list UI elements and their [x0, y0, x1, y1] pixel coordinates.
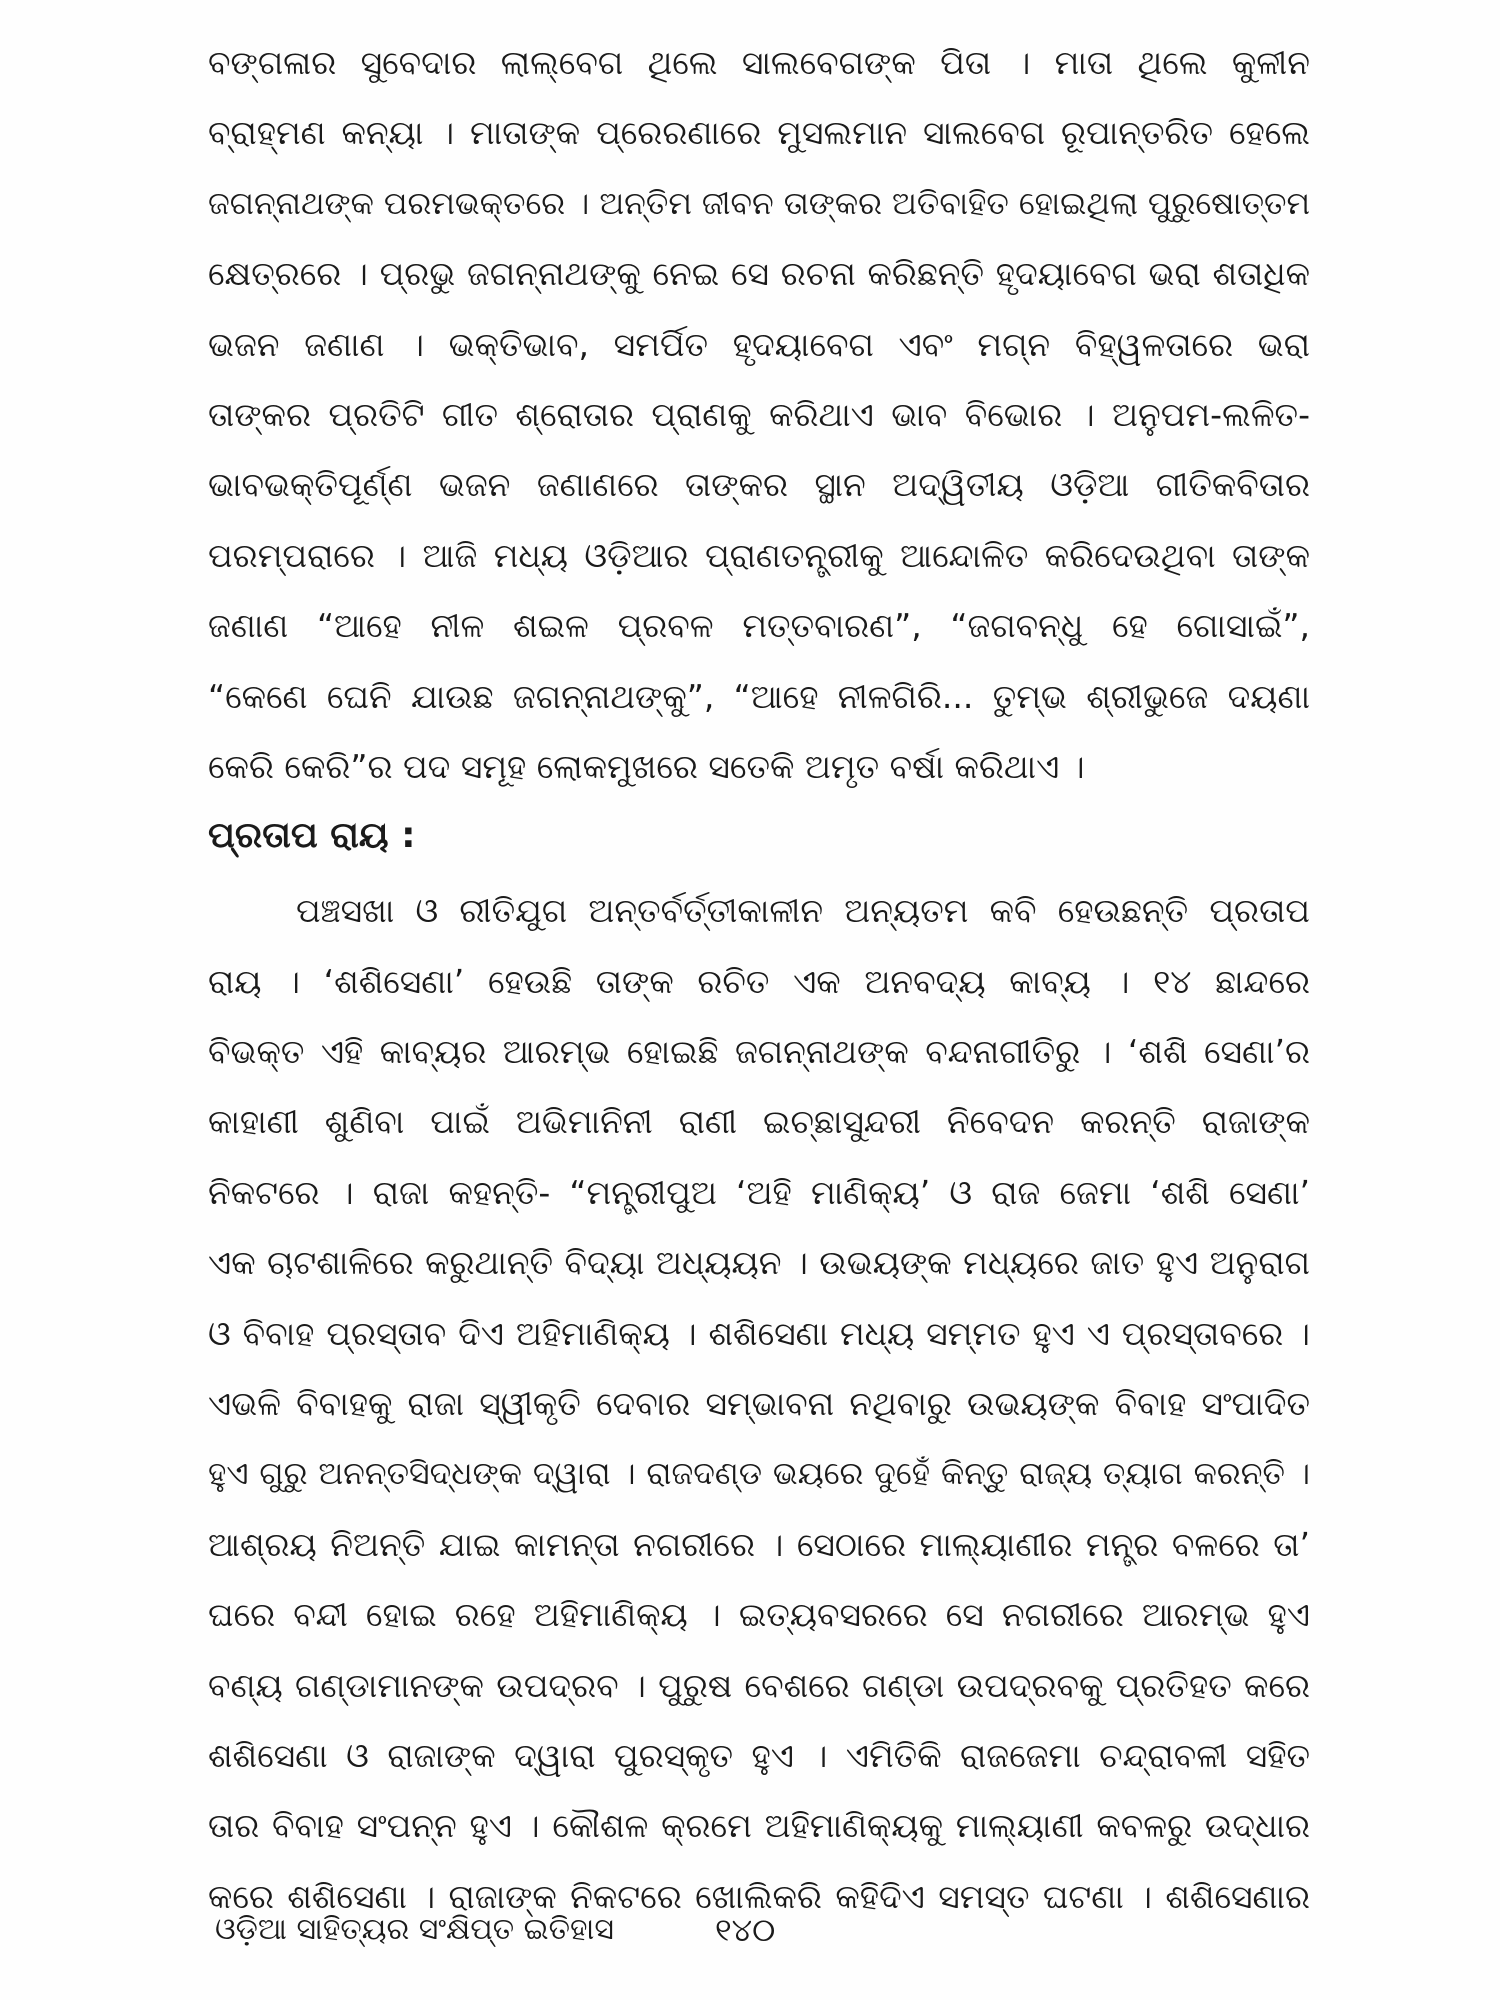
paragraph-2-line: ତାର ବିବାହ ସଂପନ୍ନ ହୁଏ । କୌଶଳ କ୍ରମେ ଅହିମାଣିକ୍ୟକୁ ମାଲ୍ୟାଣୀ କବଳରୁ ଉଦ୍ଧାର: [208, 1806, 1310, 1846]
paragraph-1-line: ବ୍ରାହ୍ମଣ କନ୍ୟା । ମାତାଙ୍କ ପ୍ରେରଣାରେ ମୁସଲମାନ ସାଲବେଗ ରୂପାନ୍ତରିତ ହେଲେ: [208, 113, 1310, 153]
paragraph-2-line: ନିକଟରେ । ରାଜା କହନ୍ତି- “ମନ୍ତ୍ରୀପୁଅ ‘ଅହି ମାଣିକ୍ୟ’ ଓ ରାଜ ଜେମା ‘ଶଶି ସେଣା’: [208, 1172, 1310, 1212]
paragraph-1-line: ଭାବଭକ୍ତିପୂର୍ଣ୍ଣ ଭଜନ ଜଣାଣରେ ତାଙ୍କର ସ୍ଥାନ ଅଦ୍ୱିତୀୟ ଓଡ଼ିଆ ଗୀତିକବିତାର: [208, 465, 1310, 505]
paragraph-1-line: କ୍ଷେତ୍ରରେ । ପ୍ରଭୁ ଜଗନ୍ନାଥଙ୍କୁ ନେଇ ସେ ରଚନା କରିଛନ୍ତି ହୃଦୟାବେଗ ଭରା ଶତାଧିକ: [208, 254, 1310, 294]
paragraph-1-line: “କେଣେ ଘେନି ଯାଉଛ ଜଗନ୍ନାଥଙ୍କୁ”, “ଆହେ ନୀଳଗିରି... ତୁମ୍ଭ ଶ୍ରୀଭୁଜେ ଦୟଣା: [208, 676, 1310, 716]
paragraph-2-line: ରାୟ । ‘ଶଶିସେଣା’ ହେଉଛି ତାଙ୍କ ରଚିତ ଏକ ଅନବଦ୍ୟ କାବ୍ୟ । ୧୪ ଛାନ୍ଦରେ: [208, 961, 1310, 1001]
paragraph-2-line: କାହାଣୀ ଶୁଣିବା ପାଇଁ ଅଭିମାନିନୀ ରାଣୀ ଇଚ୍ଛାସୁନ୍ଦରୀ ନିବେଦନ କରନ୍ତି ରାଜାଙ୍କ: [208, 1102, 1310, 1142]
paragraph-2-line: ଘରେ ବନ୍ଦୀ ହୋଇ ରହେ ଅହିମାଣିକ୍ୟ । ଇତ୍ୟବସରରେ ସେ ନଗରୀରେ ଆରମ୍ଭ ହୁଏ: [208, 1595, 1310, 1635]
page-number: ୧୪୦: [715, 1911, 776, 1949]
paragraph-1-line: କେରି କେରି”ର ପଦ ସମୂହ ଲୋକମୁଖରେ ସତେକି ଅମୃତ ବର୍ଷା କରିଥାଏ ।: [208, 746, 1085, 786]
paragraph-1-line: ଭଜନ ଜଣାଣ । ଭକ୍ତିଭାବ, ସମର୍ପିତ ହୃଦୟାବେଗ ଏବଂ ମଗ୍ନ ବିହ୍ୱଳତାରେ ଭରା: [208, 324, 1310, 364]
paragraph-2-line: ଏଭଳି ବିବାହକୁ ରାଜା ସ୍ୱୀକୃତି ଦେବାର ସମ୍ଭାବନା ନଥିବାରୁ ଉଭୟଙ୍କ ବିବାହ ସଂପାଦିତ: [208, 1384, 1310, 1424]
paragraph-1-line: ତାଙ୍କର ପ୍ରତିଟି ଗୀତ ଶ୍ରୋତାର ପ୍ରାଣକୁ କରିଥାଏ ଭାବ ବିଭୋର । ଅନୁପମ-ଲଳିତ-: [208, 394, 1310, 434]
paragraph-2-line: ହୁଏ ଗୁରୁ ଅନନ୍ତସିଦ୍ଧଙ୍କ ଦ୍ୱାରା । ରାଜଦଣ୍ଡ ଭୟରେ ଦୁହେଁ କିନ୍ତୁ ରାଜ୍ୟ ତ୍ୟାଗ କରନ୍ତି ।: [208, 1456, 1310, 1493]
section-heading: ପ୍ରତାପ ରାୟ :: [208, 815, 416, 857]
paragraph-2-line: ଓ ବିବାହ ପ୍ରସ୍ତାବ ଦିଏ ଅହିମାଣିକ୍ୟ । ଶଶିସେଣା ମଧ୍ୟ ସମ୍ମତ ହୁଏ ଏ ପ୍ରସ୍ତାବରେ ।: [208, 1313, 1310, 1353]
paragraph-2-line: ଶଶିସେଣା ଓ ରାଜାଙ୍କ ଦ୍ୱାରା ପୁରସ୍କୃତ ହୁଏ । ଏମିତିକି ରାଜଜେମା ଚନ୍ଦ୍ରାବଳୀ ସହିତ: [208, 1735, 1310, 1775]
paragraph-2-line: ପଞ୍ଚସଖା ଓ ରୀତିଯୁଗ ଅନ୍ତର୍ବର୍ତ୍ତୀକାଳୀନ ଅନ୍ୟତମ କବି ହେଉଛନ୍ତି ପ୍ରତାପ: [296, 891, 1310, 931]
paragraph-1-line: ଜଣାଣ “ଆହେ ନୀଳ ଶଇଳ ପ୍ରବଳ ମତ୍ତବାରଣ”, “ଜଗବନ୍ଧୁ ହେ ଗୋସାଇଁ”,: [208, 606, 1310, 646]
paragraph-2-line: ଆଶ୍ରୟ ନିଅନ୍ତି ଯାଇ କାମନ୍ତା ନଗରୀରେ । ସେଠାରେ ମାଲ୍ୟାଣୀର ମନ୍ତ୍ର ବଳରେ ତା’: [208, 1524, 1310, 1564]
paragraph-2-line: ବିଭକ୍ତ ଏହି କାବ୍ୟର ଆରମ୍ଭ ହୋଇଛି ଜଗନ୍ନାଥଙ୍କ ବନ୍ଦନାଗୀତିରୁ । ‘ଶଶି ସେଣା’ର: [208, 1032, 1310, 1072]
paragraph-2-line: ଏକ ଚାଟଶାଳିରେ କରୁଥାନ୍ତି ବିଦ୍ୟା ଅଧ୍ୟୟନ । ଉଭୟଙ୍କ ମଧ୍ୟରେ ଜାତ ହୁଏ ଅନୁରାଗ: [208, 1243, 1310, 1283]
body-text: [208, 28, 1310, 1932]
book-title: ଓଡ଼ିଆ ସାହିତ୍ୟର ସଂକ୍ଷିପ୍ତ ଇତିହାସ: [215, 1912, 614, 1947]
page-footer: [215, 1902, 1115, 1962]
paragraph-1-line: ବଙ୍ଗଳାର ସୁବେଦାର ଲାଲ୍‌ବେଗ ଥିଲେ ସାଲବେଗଙ୍କ ପିତା । ମାତା ଥିଲେ କୁଳୀନ: [208, 43, 1310, 82]
paragraph-2-line: ବଣ୍ୟ ଗଣ୍ଡାମାନଙ୍କ ଉପଦ୍ରବ । ପୁରୁଷ ବେଶରେ ଗଣ୍ଡା ଉପଦ୍ରବକୁ ପ୍ରତିହତ କରେ: [208, 1665, 1310, 1705]
paragraph-2-line: କରେ ଶଶିସେଣା । ରାଜାଙ୍କ ନିକଟରେ ଖୋଲିକରି କହିଦିଏ ସମସ୍ତ ଘଟଣା । ଶଶିସେଣାର: [208, 1876, 1310, 1916]
paragraph-1-line: ପରମ୍ପରାରେ । ଆଜି ମଧ୍ୟ ଓଡ଼ିଆର ପ୍ରାଣତନ୍ତ୍ରୀକୁ ଆନ୍ଦୋଳିତ କରିଦେଉଥିବା ତାଙ୍କ: [208, 535, 1310, 575]
paragraph-1-line: ଜଗନ୍ନାଥଙ୍କ ପରମଭକ୍ତରେ । ଅନ୍ତିମ ଜୀବନ ତାଙ୍କର ଅତିବାହିତ ହୋଇଥିଲା ପୁରୁଷୋତ୍ତମ: [208, 185, 1310, 222]
